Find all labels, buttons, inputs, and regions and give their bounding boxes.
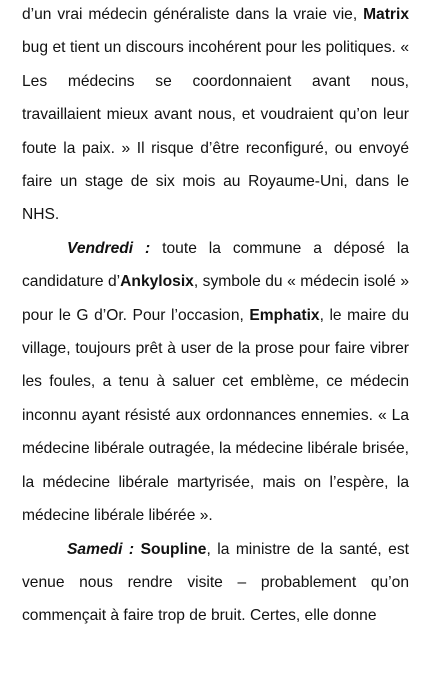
name-soupline: Soupline [140, 540, 207, 558]
text-run: toute la commune a déposé la candidature d’ [22, 239, 410, 291]
paragraph-vendredi [22, 232, 409, 533]
text-run: , la ministre de la santé, est venue nous rendre visite – probablement qu’on commençait à faire trop de bruit. Certes, elle donne [22, 540, 409, 625]
day-label-vendredi: Vendredi : [67, 239, 151, 257]
paragraph-matrix [22, 0, 409, 232]
paragraph-samedi [22, 533, 409, 633]
day-label-samedi: Samedi : [67, 540, 135, 558]
name-ankylosix: Ankylosix [120, 273, 194, 291]
name-matrix: Matrix [363, 6, 409, 23]
text-run: d’un vrai médecin généraliste dans la vraie vie, [22, 6, 364, 23]
name-emphatix: Emphatix [249, 306, 320, 324]
text-run: , symbole du « médecin isolé » pour le G d’Or. Pour l’occasion, [22, 273, 409, 324]
text-run: bug et tient un discours incohérent pour les politiques. « Les médecins se coordonnaient avant nous, travaillaient mieux avant nous, et voudraient qu’on leur foute la paix. » Il risque d’être reconfiguré, ou envoyé faire un stage de six mois au Royaume-Uni, dans le NHS. [22, 39, 409, 224]
text-run: , le maire du village, toujours prêt à user de la prose pour faire vibrer les foules, a tenu à saluer cet emblème, ce médecin inconnu ayant résisté aux ordonnances ennemies. « La médecine libérale outragée, la médecine libérale brisée, la médecine libérale martyrisée, mais on l’espère, la médecine libérale libérée ». [22, 306, 409, 525]
